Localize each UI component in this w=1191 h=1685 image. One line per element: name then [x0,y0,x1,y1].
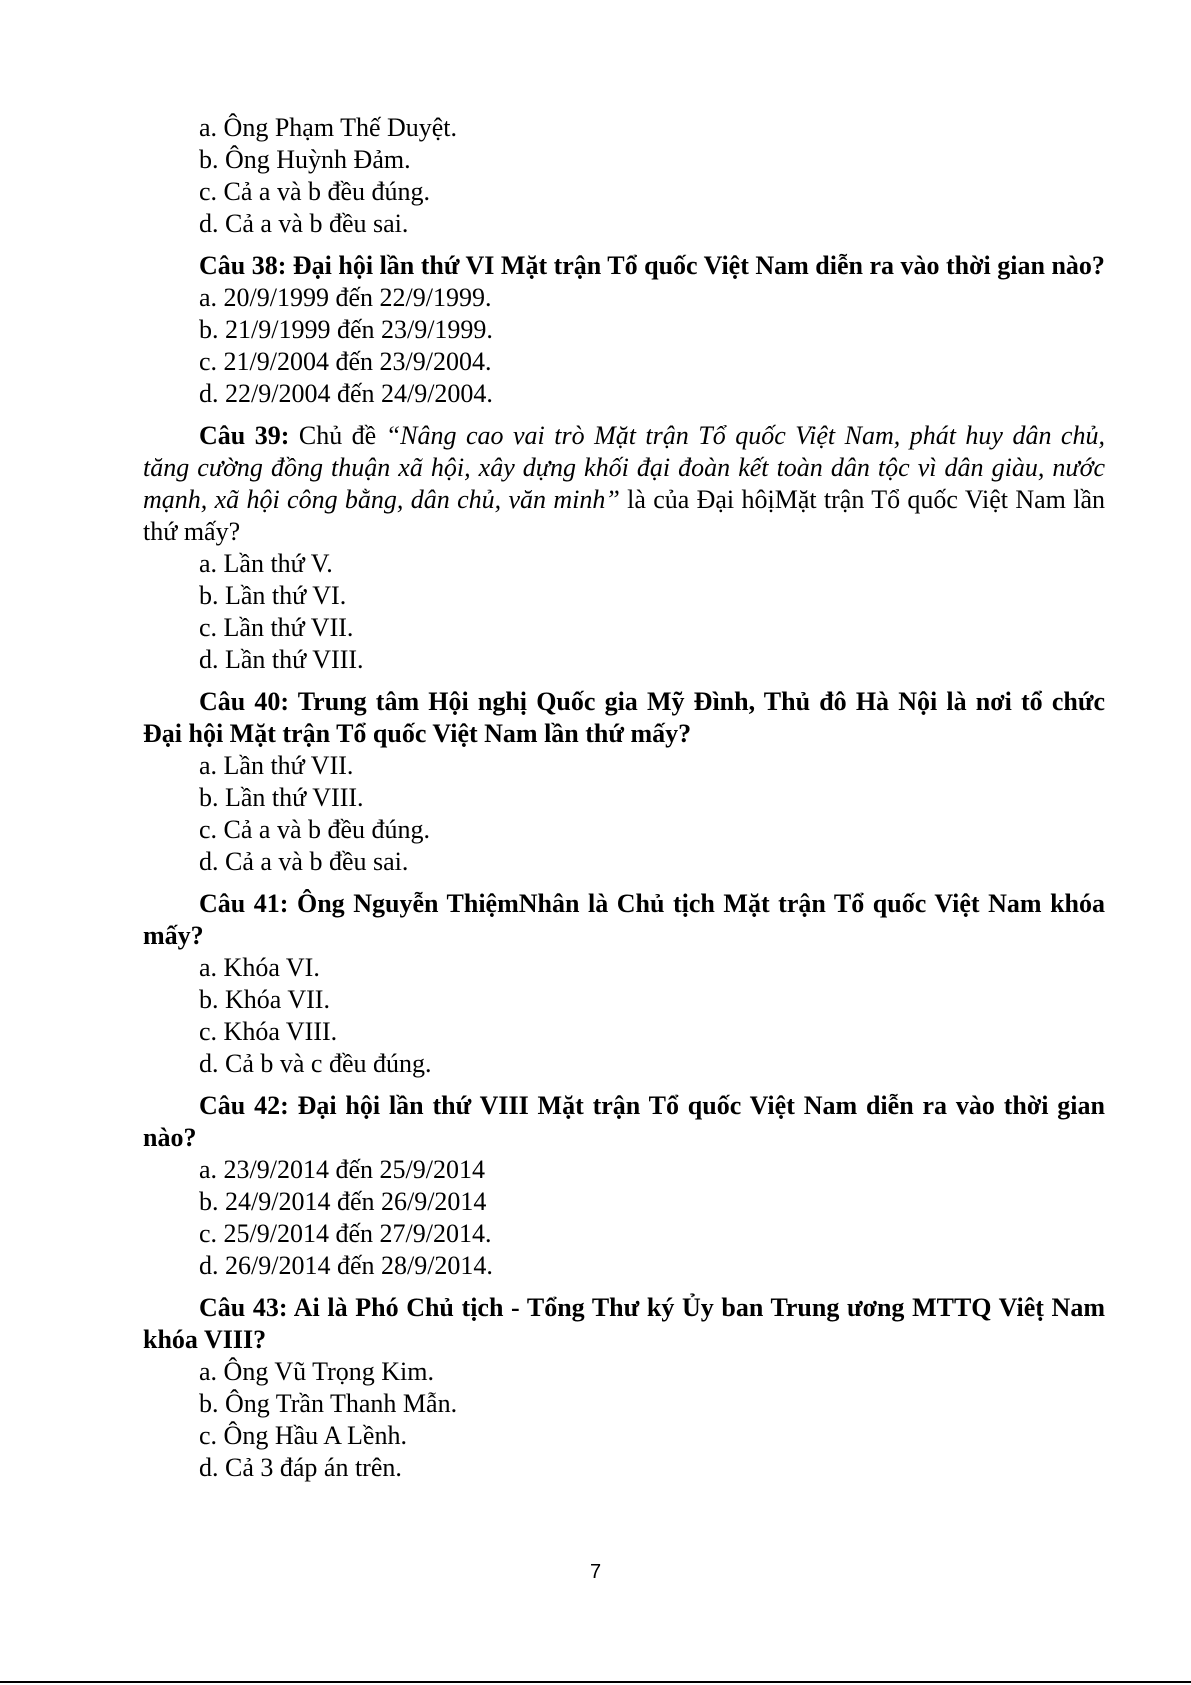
option: c. 21/9/2004 đến 23/9/2004. [199,347,492,376]
option: d. 22/9/2004 đến 24/9/2004. [199,379,493,408]
page-number: 7 [589,1561,602,1583]
question-text: Câu 40: Trung tâm Hội nghị Quốc gia Mỹ Đình, Thủ đô Hà Nội là nơi tổ chức Đại hội Mặt trận Tổ quốc Việt Nam lần thứ mấy? [143,687,1105,748]
option: d. Cả b và c đều đúng. [199,1049,432,1078]
option: b. Lần thứ VI. [199,581,347,610]
option: c. Khóa VIII. [199,1017,338,1046]
option: d. Cả a và b đều sai. [199,209,409,238]
option: d. Cả a và b đều sai. [199,847,409,876]
continued-options [143,112,1105,240]
question-text-post: là của Đại hôịMặt trận Tổ quốc Việt Nam lần thứ mấy? [143,485,1105,546]
question-label: Câu 39: [199,421,290,450]
question-quote: “Nâng cao vai trò Mặt trận Tổ quốc Việt Nam, phát huy dân chủ, tăng cường đồng thuận xã hội, xây dựng khối đại đoàn kết toàn dân tộc vì dân giàu, nước mạnh, xã hội công bằng, dân chủ, văn minh” [143,421,1105,514]
option: b. 24/9/2014 đến 26/9/2014 [199,1187,487,1216]
question-38 [143,250,1105,410]
question-40 [143,686,1105,878]
option: a. Khóa VI. [199,953,320,982]
option: a. Ông Vũ Trọng Kim. [199,1357,435,1386]
option: a. 23/9/2014 đến 25/9/2014 [199,1155,485,1184]
question-43 [143,1292,1105,1484]
option: c. Lần thứ VII. [199,613,354,642]
option: b. Lần thứ VIII. [199,783,364,812]
option: b. Khóa VII. [199,985,330,1014]
question-42 [143,1090,1105,1282]
question-text: Câu 41: Ông Nguyễn ThiệmNhân là Chủ tịch Mặt trận Tổ quốc Việt Nam khóa mấy? [143,889,1105,950]
option: d. Lần thứ VIII. [199,645,364,674]
question-39 [143,420,1105,676]
option: d. Cả 3 đáp án trên. [199,1453,402,1482]
option: b. Ông Trần Thanh Mẫn. [199,1389,458,1418]
option: c. Ông Hầu A Lềnh. [199,1421,407,1450]
question-text: Câu 42: Đại hội lần thứ VIII Mặt trận Tổ quốc Việt Nam diễn ra vào thời gian nào? [143,1091,1105,1152]
question-text [143,420,1105,548]
option: a. 20/9/1999 đến 22/9/1999. [199,283,492,312]
question-text-pre: Chủ đề [289,421,386,450]
question-text: Câu 43: Ai là Phó Chủ tịch - Tổng Thư ký Ủy ban Trung ương MTTQ Viêṭ Nam khóa VIII? [143,1293,1105,1354]
option: d. 26/9/2014 đến 28/9/2014. [199,1251,493,1280]
option: c. 25/9/2014 đến 27/9/2014. [199,1219,492,1248]
option: b. 21/9/1999 đến 23/9/1999. [199,315,493,344]
option: a. Lần thứ VII. [199,751,354,780]
question-text: Câu 38: Đại hội lần thứ VI Mặt trận Tổ quốc Việt Nam diễn ra vào thời gian nào? [199,251,1105,280]
question-41 [143,888,1105,1080]
page-content [143,112,1105,1484]
option: b. Ông Huỳnh Đảm. [199,145,411,174]
footer-divider [0,1681,1191,1683]
option: a. Ông Phạm Thế Duyệt. [199,113,458,142]
option: c. Cả a và b đều đúng. [199,177,431,206]
option: a. Lần thứ V. [199,549,333,578]
option: c. Cả a và b đều đúng. [199,815,431,844]
